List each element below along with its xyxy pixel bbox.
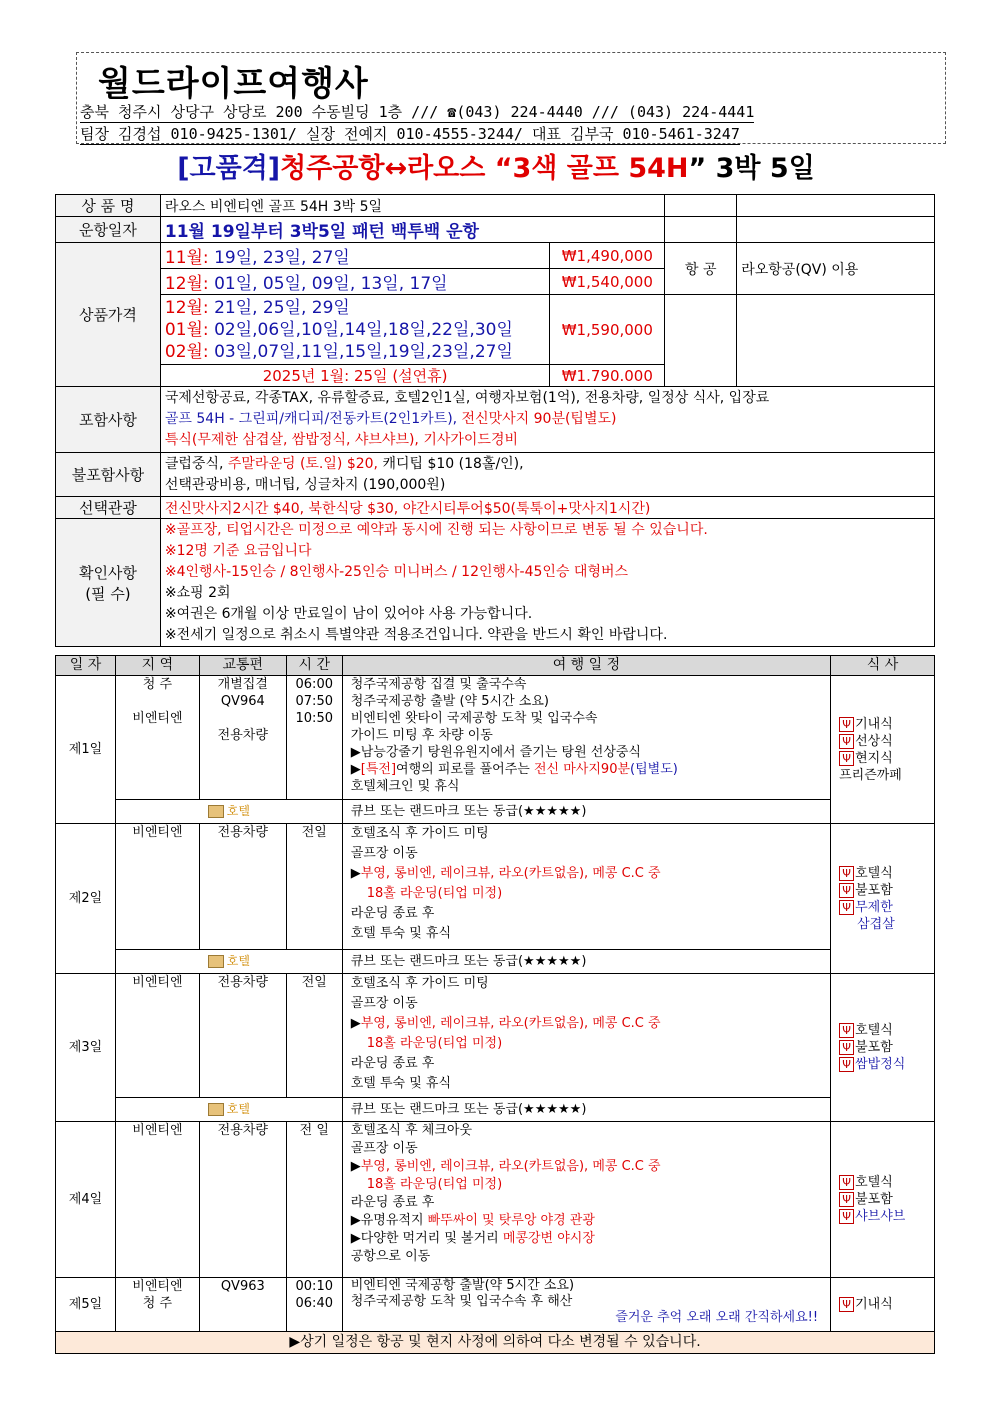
day2-time: 전일 [286, 824, 342, 950]
day4-itinerary: 호텔조식 후 체크아웃 골프장 이동 ▶부영, 롱비엔, 레이크뷰, 라오(카트없음), 메콩 C.C 중 18홀 라운딩(티업 미정) 라운딩 종료 후 ▶유명유적지 빠뚜싸이 및 탓루앙 야경 관광 ▶다양한 먹거리 및 볼거리 메콩강변 야시장 공항으로 이동 [342, 1122, 830, 1278]
day3-region: 비엔티엔 [115, 974, 199, 1098]
day1-label: 제1일 [56, 676, 116, 824]
optional-label: 선택관광 [56, 497, 161, 519]
company-name: 월드라이프여행사 [98, 64, 369, 104]
day4-time: 전 일 [286, 1122, 342, 1278]
header-meal: 식 사 [831, 656, 935, 676]
day3-transport: 전용차량 [199, 974, 286, 1098]
include-content: 국제선항공료, 각종TAX, 유류할증료, 호텔2인1실, 여행자보험(1억), 전용차량, 일정상 식사, 입장료 골프 54H - 그린피/캐디피/전동카트(2인1카트), 전신맛사지 90분(팁별도) 특식(무제한 삼겹살, 쌈밥정식, 샤브샤브), 기사가이드경비 [160, 387, 934, 453]
day5-region: 비엔티엔 청 주 [115, 1278, 199, 1332]
fork-knife-icon: Ψ [839, 1023, 854, 1038]
day3-hotel-label: 호텔 [115, 1098, 342, 1122]
include-label: 포함사항 [56, 387, 161, 453]
day2-hotel: 큐브 또는 랜드마크 또는 동급(★★★★★) [342, 950, 830, 974]
airline-value: 라오항공(QV) 이용 [737, 243, 935, 295]
fork-knife-icon: Ψ [839, 900, 854, 915]
day3-meals: Ψ 호텔식 Ψ 불포함 Ψ 쌈밥정식 [831, 974, 935, 1122]
day1-region: 청 주 비엔티엔 [115, 676, 199, 800]
day2-transport: 전용차량 [199, 824, 286, 950]
day5-time: 00:10 06:40 [286, 1278, 342, 1332]
day2-itinerary: 호텔조식 후 가이드 미팅 골프장 이동 ▶부영, 롱비엔, 레이크뷰, 라오(카트없음), 메콩 C.C 중 18홀 라운딩(티업 미정) 라운딩 종료 후 호텔 투숙 및 휴식 [342, 824, 830, 950]
day1-hotel: 큐브 또는 랜드마크 또는 동급(★★★★★) [342, 800, 830, 824]
day3-time: 전일 [286, 974, 342, 1098]
header-date: 일 자 [56, 656, 116, 676]
day4-region: 비엔티엔 [115, 1122, 199, 1278]
day3-itinerary: 호텔조식 후 가이드 미팅 골프장 이동 ▶부영, 롱비엔, 레이크뷰, 라오(카트없음), 메콩 C.C 중 18홀 라운딩(티업 미정) 라운딩 종료 후 호텔 투숙 및 휴식 [342, 974, 830, 1098]
hotel-icon [208, 955, 224, 968]
day4-transport: 전용차량 [199, 1122, 286, 1278]
price-special: ₩1.790.000 [550, 365, 665, 387]
day1-hotel-label: 호텔 [115, 800, 342, 824]
day4-label: 제4일 [56, 1122, 116, 1278]
optional-content: 전신맛사지2시간 $40, 북한식당 $30, 야간시티투어$50(툭툭이+맛사지1시간) [160, 497, 934, 519]
fork-knife-icon: Ψ [839, 1040, 854, 1055]
title-part1: [고품격] [177, 153, 281, 184]
page-title [0, 146, 992, 185]
price-nov: ₩1,490,000 [550, 243, 665, 269]
day2-hotel-label: 호텔 [115, 950, 342, 974]
fork-knife-icon: Ψ [839, 1057, 854, 1072]
day2-region: 비엔티엔 [115, 824, 199, 950]
product-info-table [55, 194, 935, 647]
price-row-group3: 12월: 21일, 25일, 29일 01월: 02일,06일,10일,14일,18일,22일,30일 02월: 03일,07일,11일,15일,19일,23일,27일 [160, 295, 549, 365]
day1-meals: Ψ 기내식 Ψ 선상식 Ψ 현지식 프리즌까페 [831, 676, 935, 824]
title-part3: 3색 골프 54H [512, 153, 689, 184]
day1-itinerary: 청주국제공항 집결 및 출국수속 청주국제공항 출발 (약 5시간 소요) 비엔티엔 왓타이 국제공항 도착 및 입국수속 가이드 미팅 후 차량 이동 ▶남능강줄기 탕원유원지에서 즐기는 탕원 선상중식 ▶[특전]여행의 피로를 풀어주는 전신 마사지90분(팁별도) 호텔체크인 및 휴식 [342, 676, 830, 800]
fork-knife-icon: Ψ [839, 1297, 854, 1312]
header-itinerary: 여 행 일 정 [342, 656, 830, 676]
day2-meals: Ψ 호텔식 Ψ 불포함 Ψ 무제한 삼겹살 [831, 824, 935, 974]
hotel-icon [208, 1103, 224, 1116]
day4-meals: Ψ 호텔식 Ψ 불포함 Ψ 샤브샤브 [831, 1122, 935, 1278]
exclude-label: 불포함사항 [56, 453, 161, 497]
fork-knife-icon: Ψ [839, 1209, 854, 1224]
contacts-line: 팀장 김경섭 010-9425-1301/ 실장 전예지 010-4555-3244/ 대표 김부국 010-5461-3247 [80, 125, 740, 143]
day2-label: 제2일 [56, 824, 116, 974]
day3-hotel: 큐브 또는 랜드마크 또는 동급(★★★★★) [342, 1098, 830, 1122]
schedule-table [55, 655, 935, 1354]
price-row-dec: 12월: 01일, 05일, 09일, 13일, 17일 [160, 269, 549, 295]
hotel-icon [208, 805, 224, 818]
operation-label: 운항일자 [56, 217, 161, 243]
price-dec: ₩1,540,000 [550, 269, 665, 295]
price-label: 상품가격 [56, 243, 161, 387]
title-part4: ” 3박 5일 [688, 153, 815, 184]
price-row-nov: 11월: 19일, 23일, 27일 [160, 243, 549, 269]
notice-content: ※골프장, 티업시간은 미정으로 예약과 동시에 진행 되는 사항이므로 변동 될 수 있습니다. ※12명 기준 요금입니다 ※4인행사-15인승 / 8인행사-25인승 미니버스 / 12인행사-45인승 대형버스 ※쇼핑 2회 ※여권은 6개월 이상 만료일이 남이 있어야 사용 가능합니다. ※전세기 일정으로 취소시 특별약관 적용조건입니다. 약관을 반드시 확인 바랍니다. [160, 519, 934, 647]
price-special-text: 2025년 1월: 25일 (설연휴) [160, 365, 549, 387]
day5-label: 제5일 [56, 1278, 116, 1332]
schedule-footer-note: ▶상기 일정은 항공 및 현지 사정에 의하여 다소 변경될 수 있습니다. [56, 1332, 935, 1354]
exclude-content: 클럽중식, 주말라운딩 (토.일) $20, 캐디팁 $10 (18홀/인), 선택관광비용, 매너팁, 싱글차지 (190,000원) [160, 453, 934, 497]
day5-transport: QV963 [199, 1278, 286, 1332]
fork-knife-icon: Ψ [839, 1192, 854, 1207]
title-part2: 청주공항↔라오스 “ [280, 153, 513, 184]
product-name-label: 상 품 명 [56, 195, 161, 217]
airline-label: 항 공 [665, 243, 737, 295]
product-name: 라오스 비엔티엔 골프 54H 3박 5일 [160, 195, 664, 217]
address-line: 충북 청주시 상당구 상당로 200 수동빌딩 1층 /// ☎(043) 224-4440 /// (043) 224-4441 [80, 103, 755, 121]
header-transport: 교통편 [199, 656, 286, 676]
fork-knife-icon: Ψ [839, 866, 854, 881]
price-group3: ₩1,590,000 [550, 295, 665, 365]
header-time: 시 간 [286, 656, 342, 676]
fork-knife-icon: Ψ [839, 734, 854, 749]
day5-itinerary: 비엔티엔 국제공항 출발(약 5시간 소요) 청주국제공항 도착 및 입국수속 후 해산 즐거운 추억 오래 오래 간직하세요!! [342, 1278, 830, 1332]
fork-knife-icon: Ψ [839, 717, 854, 732]
header-region: 지 역 [115, 656, 199, 676]
fork-knife-icon: Ψ [839, 883, 854, 898]
fork-knife-icon: Ψ [839, 1175, 854, 1190]
fork-knife-icon: Ψ [839, 751, 854, 766]
day1-transport: 개별집결 QV964 전용차량 [199, 676, 286, 800]
day5-meals: Ψ 기내식 [831, 1278, 935, 1332]
operation-dates: 11월 19일부터 3박5일 패턴 백투백 운항 [160, 217, 664, 243]
notice-label: 확인사항 (필 수) [56, 519, 161, 647]
day3-label: 제3일 [56, 974, 116, 1122]
day1-time: 06:00 07:50 10:50 [286, 676, 342, 800]
